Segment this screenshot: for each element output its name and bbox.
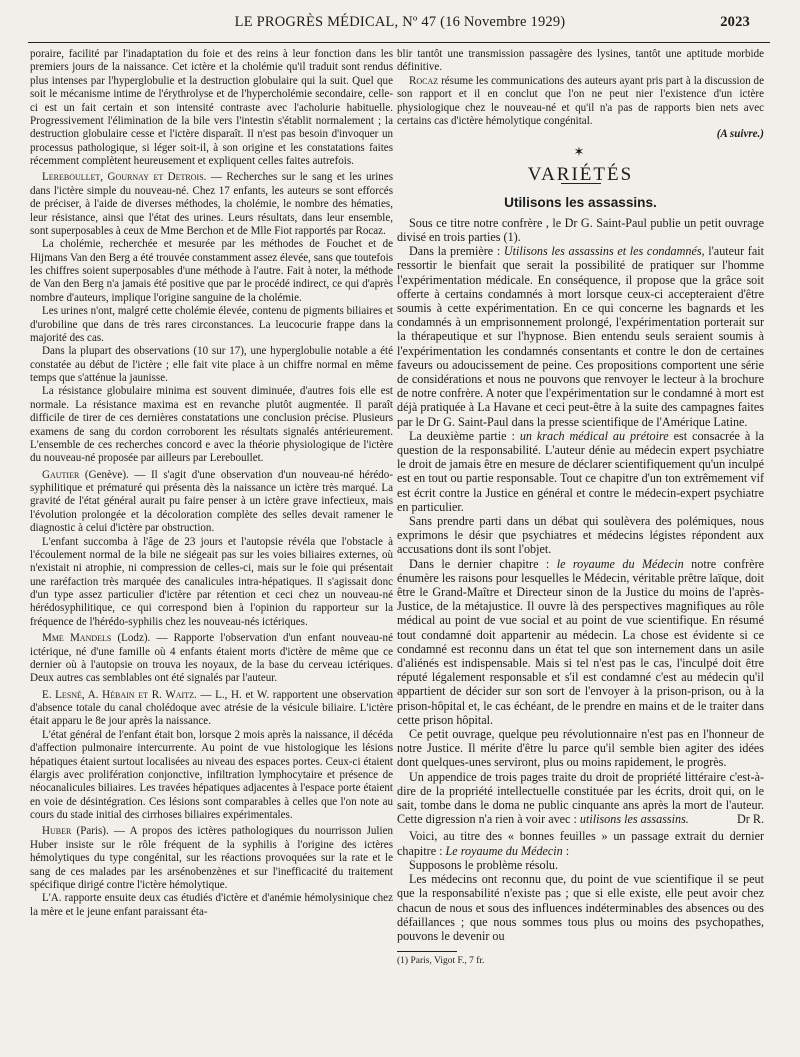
paragraph: Voici, au titre des « bonnes feuilles » un passage extrait du dernier chapitre : Le royaume du Médecin : <box>397 829 764 858</box>
paragraph: L'A. rapporte ensuite deux cas étudiés d'ictère et d'anémie hémolysinique chez la mère et le jeune enfant paraissant éta- <box>30 892 393 918</box>
paragraph-text: (Genève). — Il s'agit d'une observation d'un nouveau-né hérédo-syphilitique et prématuré qui présenta dès la naissance un ictère très marqué. La gravité de l'état général aurait pu faire penser à un ictère grave infectieux, mais l'évolution prolongée et la décoloration complète des selles devait ramener le diagnostic à celui d'ictère par obstruction. <box>30 468 393 535</box>
italic-title: utilisons les assassins. <box>579 812 689 827</box>
paragraph: Dans la première : Utilisons les assassins et les condamnés, l'auteur fait ressortir le bienfait que serait la possibilité de pratiquer sur l'homme l'expérimentation médicale. En conséquence, il propose que la grâce soit offerte à certains condamnés à mort lorsque ceux-ci accepteraient d'être soumis à cette expérimentation. En ce qui concerne les bagnards et les condamnés à un emprisonnement prolongé, l'expérimentation porterait sur la thérapeutique et sur l'hypnose. Bien entendu seuls seraient soumis à l'expérimentation les condamnés consentants et contre le don de certaines faveurs ou adoucissement de peine. Ces propositions comportent une série de considérations et nous ne pouvons que renvoyer le lecteur à la brochure de notre confrère. A noter que l'expérimentation sur le condamné à mort est déjà pratiquée à La Havane et ceci peut-être à la suite des campagnes faites par le Dr G. Saint-Paul dans la presse scientifique de l'Amérique Latine. <box>397 244 764 429</box>
article-title: Utilisons les assassins. <box>504 195 657 211</box>
paragraph: Sans prendre parti dans un débat qui soulèvera des polémiques, nous exprimons le désir que psychiatres et médecins légistes répondent aux accusations dont ils sont l'objet. <box>397 514 764 557</box>
running-title: LE PROGRÈS MÉDICAL, Nº 47 (16 Novembre 1929) <box>234 14 566 30</box>
paragraph <box>30 171 393 238</box>
paragraph: Supposons le problème résolu. <box>409 857 559 872</box>
signature: Dr R. <box>737 812 764 827</box>
paragraph <box>30 469 393 536</box>
page-header <box>0 14 800 36</box>
italic-title: Utilisons les assassins et les condamnés, <box>503 244 705 259</box>
footnote-rule <box>397 951 457 952</box>
paragraph: L'enfant succomba à l'âge de 23 jours et l'autopsie révéla que l'obstacle à l'écoulement normal de la bile ne siégeait pas sur les voies biliaires externes, où n'existait ni atrophie, ni compression de celles-ci, mais sur le foie qui présentait une raréfaction très marquée des canalicules intra-hépatiques. Il s'agissait donc d'un type assez particulier d'ictère par rétention et ceci chez un nouveau-né hérédosyphilitique, ce qui correspond bien à l'opinion du rapporteur sur la fréquence de l'hérédo-syphilis chez les nouveau-nés ictériques. <box>30 535 393 628</box>
paragraph: La deuxième partie : un krach médical au prétoire est consacrée à la question de la responsabilité. L'auteur dénie au médecin expert psychiatre le droit de jamais être en mesure de déclarer scientifiquement qu'un inculpé est en tout ou partie responsable. Tout ce chapitre d'un ton extrêmement vif est écrit contre la Justice en général et contre le médecin-expert psychiatre en particulier. <box>397 428 764 514</box>
author-names: Gautier <box>42 468 80 481</box>
author-names: E. Lesné, A. Hébain et R. Waitz. <box>42 688 197 701</box>
page-number: 2023 <box>720 14 750 30</box>
paragraph: L'état général de l'enfant était bon, lorsque 2 mois après la naissance, il décéda d'affection pulmonaire intercurrente. Au point de vue histologique les lésions hépatiques étaient surtout localisées au niveau des espaces portes. Ceux-ci étaient élargis avec prolifération conjonctive, infiltration lymphocytaire et présence de néocanalicules biliaires. Les travées hépatiques adjacentes à l'espace porte étaient en voie de désintégration. Ces lésions sont comparables à celles que l'on note au cours du stade initial des cirrhoses biliaires expérimentales. <box>30 728 393 821</box>
paragraph: blir tantôt une transmission passagère des lysines, tantôt une aptitude morbide définitive. <box>397 48 764 74</box>
ornament-divider: ✶ <box>573 143 588 159</box>
paragraph: Les urines n'ont, malgré cette cholémie élevée, contenu de pigments biliaires et d'urobiline que dans de très rares circonstances. La leucocurie frappe dans la majorité des cas. <box>30 305 393 344</box>
author-names: Lereboullet, Gournay et Detrois. <box>42 171 207 184</box>
author-names: Rocaz <box>409 74 439 87</box>
paragraph: Sous ce titre notre confrère , le Dr G. Saint-Paul publie un petit ouvrage divisé en trois parties (1). <box>397 215 764 244</box>
paragraph: Dans le dernier chapitre : le royaume du Médecin notre confrère énumère les raisons pour lesquelles le Médecin, véritable prêtre laïque, doit être le Grand-Maître et Directeur sinon de la Justice du moins de l'après-Justice, de la métajustice. Il ouvre là des perspectives magnifiques au rôle médical au point de vue social et au point de vue scientifique. En résumé tout condamné doit appartenir au médecin. La chose est évidente si ce condamné est reconnu dans un état tel que son internement dans un asile d'aliénés est indispensable. Mais si tel n'est pas le cas, l'inculpé doit être réputé légalement responsable et s'il est condamné c'est au médecin qu'il appartient de décider sur son sort de l'envoyer à la prison-prison, ou à la prison-hôpital et, le cas échéant, de le prendre en mains et de le traiter dans cette prison hôpital. <box>397 556 764 727</box>
italic-title: Le royaume du Médecin <box>445 843 563 858</box>
paragraph-text: (Paris). — A propos des ictères pathologiques du nourrisson Julien Huber insiste sur le rôle fréquent de la syphilis à l'origine des ictères hémolytiques du type congénital, sur les réactions provoquées sur la rate et le sang de ces malades par les arsénobenzènes et sur l'inefficacité du traitement spécifique dirigé contre l'ictère hémolytique. <box>30 825 393 891</box>
left-column <box>30 48 393 919</box>
paragraph <box>30 632 393 686</box>
article-body <box>397 216 764 943</box>
header-rule <box>28 42 770 43</box>
footnote: (1) Paris, Vigot F., 7 fr. <box>397 956 485 967</box>
paragraph-text: — L., H. et W. rapportent une observation d'absence totale du canal cholédoque avec atrésie de la vésicule biliaire. L'ictère était apparu le 8e jour après la naissance. <box>30 688 393 728</box>
to-be-continued: (A suivre.) <box>716 128 764 141</box>
paragraph-text: résume les communications des auteurs ayant pris part à la discussion de son rapport et il en conclut que l'on ne peut nier l'existence d'un ictère physiologique chez le nouveau-né et qu'il n'a pas de rapports bien nets avec certains cas d'ictère hémolytique congénital. <box>397 74 764 127</box>
italic-title: un krach médical au prétoire <box>519 428 669 443</box>
italic-title: le royaume du Médecin <box>556 556 684 571</box>
paragraph <box>30 825 393 892</box>
section-title: VARIÉTÉS <box>527 164 634 185</box>
paragraph: La cholémie, recherchée et mesurée par les méthodes de Fouchet et de Hijmans Van den Berg a été trouvée constamment assez élevée, sans que toutefois les chiffres soient superposables d'une méthode à l'autre. Fait à noter, la méthode de Van den Berg n'a jamais été positive que par le procédé indirect, ce qui d'après nombre d'auteurs, implique l'origine sanguine de la cholémie. <box>30 238 393 304</box>
paragraph: Un appendice de trois pages traite du droit de propriété littéraire c'est-à-dire de la propriété intellectuelle constituée par les écrits, droit qui, on le sait, tombe dans le doma ne public cinquante ans après la mort de l'auteur. Cette digression n'a rien à voir avec : utilisons les assassins. Dr R. <box>397 769 764 827</box>
right-column <box>397 48 764 968</box>
paragraph <box>30 689 393 729</box>
paragraph: Ce petit ouvrage, quelque peu révolutionnaire n'est pas en l'honneur de notre Justice. Il mérite d'être lu parce qu'il semble bien agiter des idées dont quelques-unes serviront, plus ou moins rapidement, le progrès. <box>397 727 764 770</box>
paragraph-text: — Recherches sur le sang et les urines dans l'ictère simple du nouveau-né. Chez 17 enfants, les auteurs se sont efforcés de préciser, à l'aide de diverses méthodes, la cholémie, le nombre des hématies, leur résistance, ainsi que l'état des urines. Leurs résultats, dans leur ensemble, sont superposables à ceux de Mme Berchon et de Mlle Fiot rapportés par Rocaz. <box>30 171 394 237</box>
paragraph <box>397 75 764 129</box>
paragraph: poraire, facilité par l'inadaptation du foie et des reins à leur fonction dans les premiers jours de la naissance. Cet ictère et la cholémie qu'il traduit sont rendus plus intenses par l'hyperglobulie et la destruction globulaire qui la suit. Quel que soit le mécanisme intime de l'érythrolyse et de l'hypercholémie secondaire, celle-ci est un fait certain et son intensité contraste avec l'acholurie habituelle. Progressivement l'élimination de la bile vers l'intestin s'établit normalement ; la destruction globulaire cesse et l'ictère disparaît. Il n'est pas besoin d'invoquer un processus pathologique, si léger soit-il, à son origine et les constatations faites récemment complètent heureusement et expliquent celles faites autrefois. <box>30 48 393 167</box>
author-names: Mme Mandels <box>42 632 112 645</box>
paragraph: Dans la plupart des observations (10 sur 17), une hyperglobulie notable a été constatée au début de l'ictère ; elle fait vite place à un chiffre normal en même temps que s'atténue la jaunisse. <box>30 345 393 384</box>
paragraph-text: (Lodz). — Rapporte l'observation d'un enfant nouveau-né ictérique, né d'une famille où 4 enfants étaient morts d'ictère de même que ce dernier où à l'autopsie on trouva les noyaux, de la base du cerveau ictériques. Deux autres cas semblables ont été signalés par l'auteur. <box>30 632 393 685</box>
paragraph: Les médecins ont reconnu que, du point de vue scientifique il se peut que la responsabilité n'existe pas ; que si elle existe, elle peut avoir chez chacun de nous et sous des influences indéterminables des absences ou des défaillances ; que nous sommes tous plus ou moins des psychopathes, pouvons le devenir ou <box>397 872 764 943</box>
paragraph: La résistance globulaire minima est souvent diminuée, d'autres fois elle est normale. La résistance maxima est en revanche plutôt augmentée. Il paraît difficile de tirer de ces dernières constatations une conclusion précise. Plusieurs examens de sang du cordon corroborent les résultats signalés antérieurement. L'ensemble de ces recherches concord e avec la théorie physiologique de l'ictère du nouveau-né proposée par ailleurs par Lereboullet. <box>30 385 393 465</box>
author-names: Huber <box>42 825 72 838</box>
